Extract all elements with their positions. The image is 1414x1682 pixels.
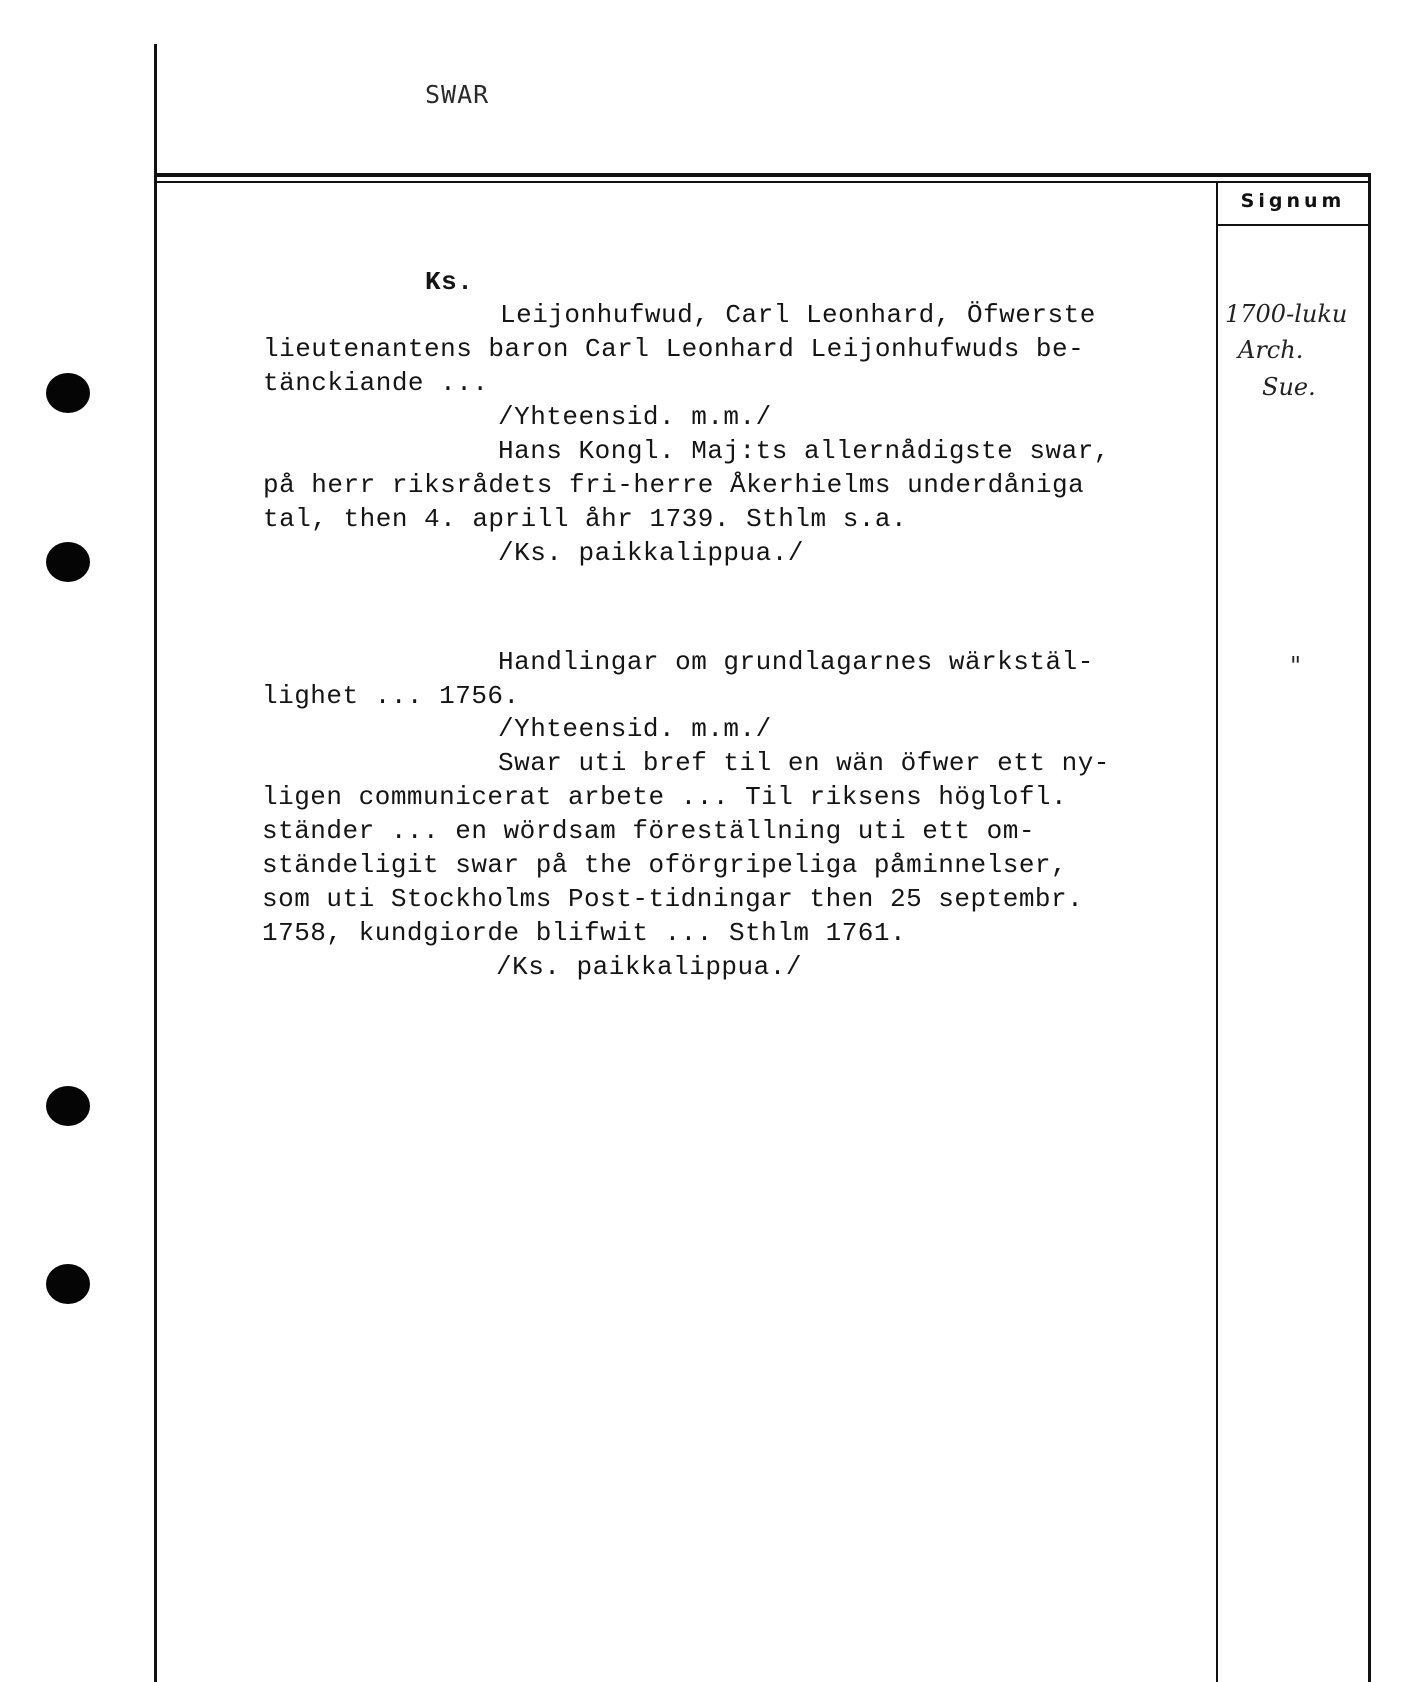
punch-hole-2 [46,542,90,582]
entry-line: Ks. [425,267,474,297]
signum-header-rule [1216,224,1370,226]
entry-line: lieutenantens baron Carl Leonhard Leijonhufwuds be- [263,334,1085,364]
signum-note: Sue. [1262,373,1316,401]
signum-note: Arch. [1238,336,1304,364]
left-margin-rule [154,44,157,1682]
entry-line: /Yhteensid. m.m./ [498,402,772,432]
entry-line: på herr riksrådets fri-herre Åkerhielms underdåniga [263,470,1085,500]
entry-line: ligen communicerat arbete ... Til riksens höglofl. [262,782,1068,812]
signum-ditto-mark: " [1290,652,1302,680]
entry-line: /Yhteensid. m.m./ [498,714,772,744]
entry-line: /Ks. paikkalippua./ [496,952,802,982]
punch-hole-1 [46,373,90,413]
entry-line: /Ks. paikkalippua./ [498,538,804,568]
entry-line: 1758, kundgiorde blifwit ... Sthlm 1761. [262,918,907,948]
entry-line: lighet ... 1756. [262,681,520,711]
signum-note: 1700-luku [1225,300,1348,328]
entry-line: tal, then 4. aprill åhr 1739. Sthlm s.a. [263,504,908,534]
entry-line: Leijonhufwud, Carl Leonhard, Öfwerste [500,300,1096,330]
entry-line: ständeligit swar på the oförgripeliga påminnelser, [262,850,1068,880]
header-rule-thin [154,181,1371,183]
entry-line: Hans Kongl. Maj:ts allernådigste swar, [498,436,1110,466]
entry-line: Swar uti bref til en wän öfwer ett ny- [498,748,1110,778]
signum-column-right-rule [1368,175,1371,1682]
signum-header: Signum [1240,190,1346,212]
punch-hole-4 [46,1264,90,1304]
entry-line: tänckiande ... [263,368,489,398]
entry-line: Handlingar om grundlagarnes wärkstäl- [498,647,1094,677]
entry-line: ständer ... en wördsam föreställning uti ett om- [262,816,1035,846]
punch-hole-3 [46,1086,90,1126]
card-title: SWAR [425,80,490,109]
signum-column-left-rule [1216,183,1218,1682]
header-rule [154,173,1371,177]
entry-line: som uti Stockholms Post-tidningar then 25 septembr. [262,884,1084,914]
